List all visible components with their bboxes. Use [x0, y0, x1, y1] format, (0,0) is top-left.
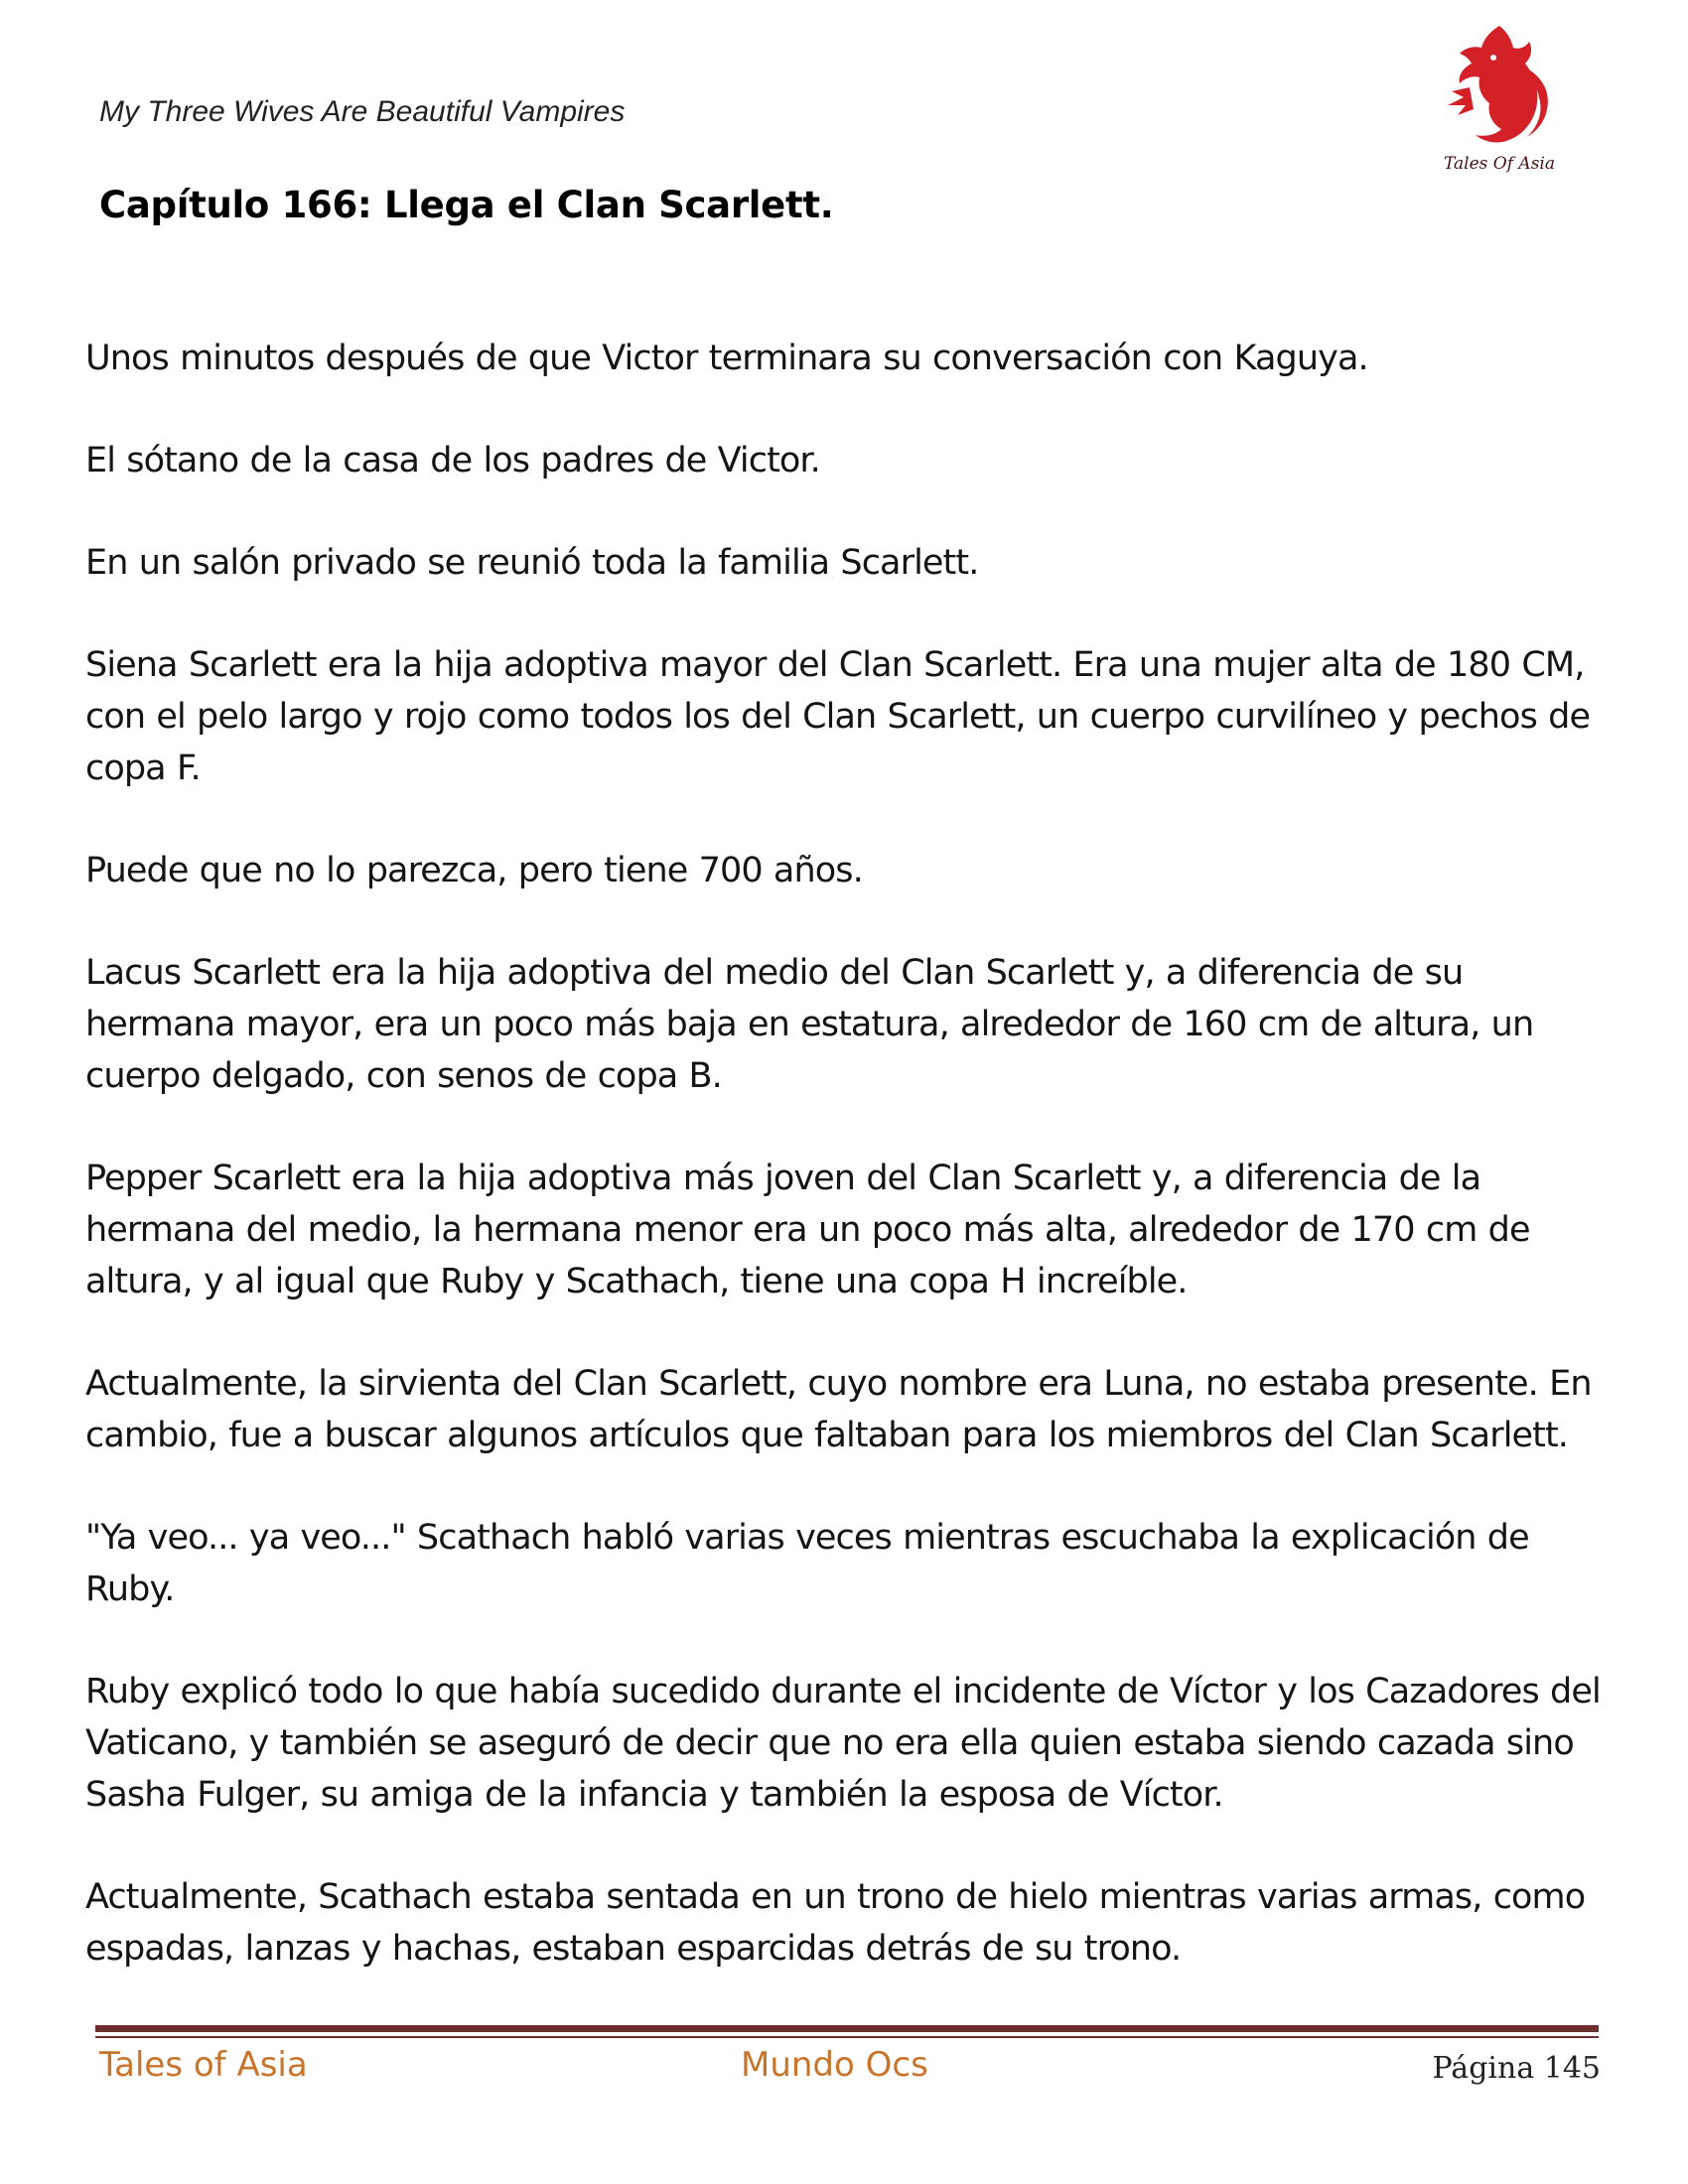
- paragraph: En un salón privado se reunió toda la familia Scarlett.: [85, 543, 979, 583]
- paragraph: Pepper Scarlett era la hija adoptiva más joven del Clan Scarlett y, a diferencia de la hermana del medio, la hermana menor era un poco más alta, alrededor de 170 cm de altura, y al igual que Ruby y Scathach, tiene una copa H increíble.: [85, 1159, 1530, 1301]
- footer-publisher: Tales of Asia: [99, 2045, 308, 2085]
- red-dragon-icon: [1430, 18, 1569, 177]
- paragraph: Puede que no lo parezca, pero tiene 700 años.: [85, 851, 863, 890]
- page-number: Página 145: [1432, 2051, 1601, 2086]
- paragraph: Actualmente, la sirvienta del Clan Scarlett, cuyo nombre era Luna, no estaba presente. En cambio, fue a buscar algunos artículos que faltaban para los miembros del Clan Scarlett.: [85, 1364, 1592, 1455]
- chapter-title: Capítulo 166: Llega el Clan Scarlett.: [99, 184, 834, 226]
- footer-rule-thin: [95, 2036, 1599, 2038]
- paragraph: Siena Scarlett era la hija adoptiva mayor del Clan Scarlett. Era una mujer alta de 180 CM, con el pelo largo y rojo como todos los del Clan Scarlett, un cuerpo curvilíneo y pechos de copa F.: [85, 645, 1591, 788]
- footer-center-text: Mundo Ocs: [741, 2045, 928, 2085]
- paragraph: El sótano de la casa de los padres de Victor.: [85, 441, 820, 480]
- paragraph: Actualmente, Scathach estaba sentada en un trono de hielo mientras varias armas, como espadas, lanzas y hachas, estaban esparcidas detrás de su trono.: [85, 1877, 1586, 1969]
- paragraph: Ruby explicó todo lo que había sucedido durante el incidente de Víctor y los Cazadores del Vaticano, y también se aseguró de decir que no era ella quien estaba siendo cazada sino Sasha Fulger, su amiga de la infancia y también la esposa de Víctor.: [85, 1672, 1601, 1815]
- paragraph: Unos minutos después de que Victor terminara su conversación con Kaguya.: [85, 339, 1368, 378]
- chapter-body: [85, 333, 1615, 2025]
- logo-text: Tales Of Asia: [1444, 154, 1555, 174]
- paragraph: Lacus Scarlett era la hija adoptiva del medio del Clan Scarlett y, a diferencia de su hermana mayor, era un poco más baja en estatura, alrededor de 160 cm de altura, un cuerpo delgado, con senos de copa B.: [85, 953, 1534, 1096]
- footer-rule-thick: [95, 2025, 1599, 2032]
- paragraph: "Ya veo... ya veo..." Scathach habló varias veces mientras escuchaba la explicación de Ruby.: [85, 1518, 1529, 1609]
- running-head-book-title: My Three Wives Are Beautiful Vampires: [99, 95, 626, 128]
- tales-of-asia-logo: [1430, 18, 1569, 177]
